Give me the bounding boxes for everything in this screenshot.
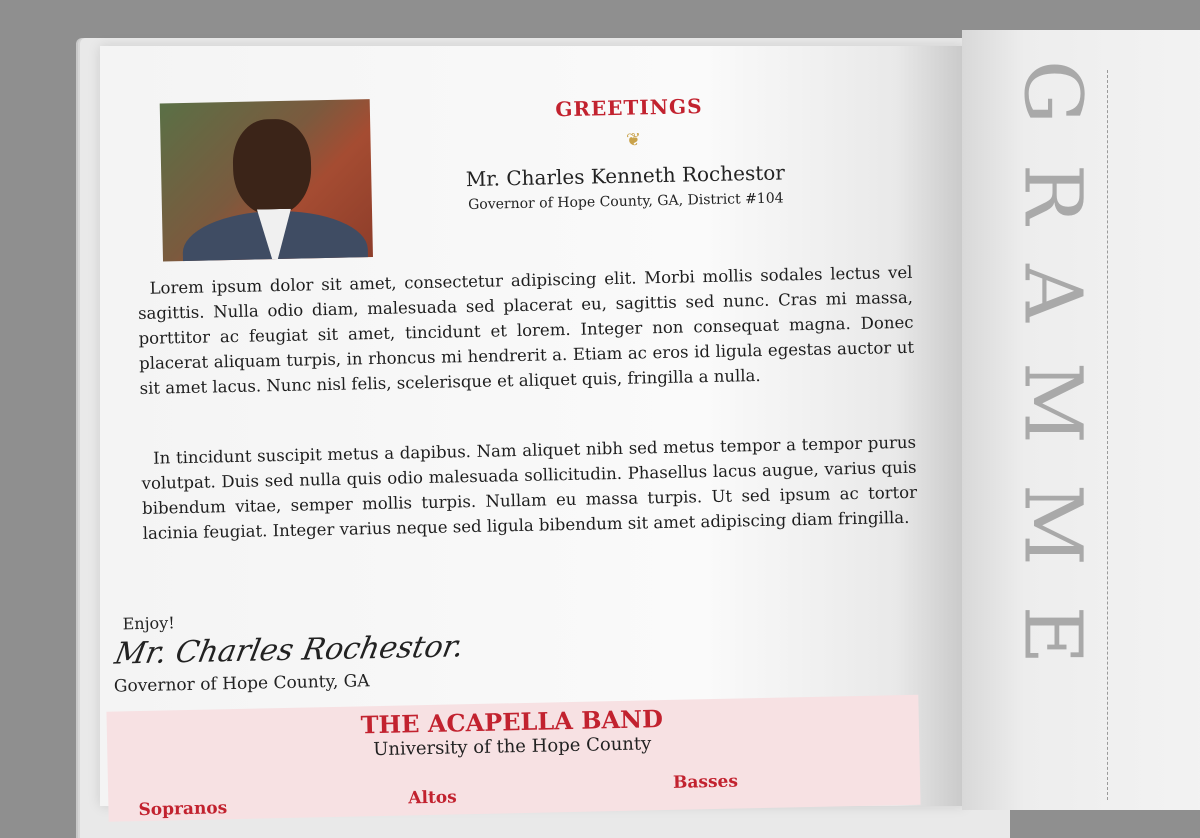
band-subtitle: University of the Hope County bbox=[373, 733, 652, 761]
governor-name: Mr. Charles Kenneth Rochestor bbox=[465, 160, 786, 192]
section-basses: Basses bbox=[672, 771, 739, 793]
governor-office: Governor of Hope County, GA, District #104 bbox=[467, 190, 784, 214]
section-altos: Altos bbox=[408, 787, 457, 809]
band-title: THE ACAPELLA BAND bbox=[360, 704, 664, 740]
closing-enjoy: Enjoy! bbox=[122, 613, 175, 634]
signature: Mr. Charles Rochestor. bbox=[111, 629, 467, 672]
section-sopranos: Sopranos bbox=[138, 798, 228, 821]
greeting-paragraph-1: Lorem ipsum dolor sit amet, consectetur adipiscing elit. Morbi mollis sodales lectus vel sagittis. Nulla odio diam, malesuada sed placerat eu, sagittis sed nunc. Cras mi massa, porttitor ac feugiat sit amet, tincidunt et lorem. Integer non consequat magna. Donec placerat aliquam turpis, in rhoncus mi hendrerit a. Etiam ac eros id ligula egestas auctor ut sit amet lacus. Nunc nisl felis, scelerisque et aliquet quis, fringilla a nulla. bbox=[137, 262, 915, 398]
greetings-title: GREETINGS bbox=[555, 94, 703, 122]
signature-office: Governor of Hope County, GA bbox=[113, 671, 370, 697]
governor-photo bbox=[160, 99, 373, 261]
photo-face bbox=[232, 118, 312, 216]
greeting-paragraph-2: In tincidunt suscipit metus a dapibus. Nam aliquet nibh sed metus tempor a tempor purus volutpat. Duis sed nulla quis odio malesuada sollicitudin. Phasellus lacus augue, varius quis bibendum vitae, semper mollis turpis. Nullam eu massa turpis. Ut sed ipsum ac tortor lacinia feugiat. Integer varius neque sed ligula bibendum sit amet adipiscing diam fringilla. bbox=[141, 432, 918, 543]
vertical-title-text: GRAMME bbox=[1006, 60, 1100, 705]
ornament-icon: ❦ bbox=[625, 129, 642, 151]
